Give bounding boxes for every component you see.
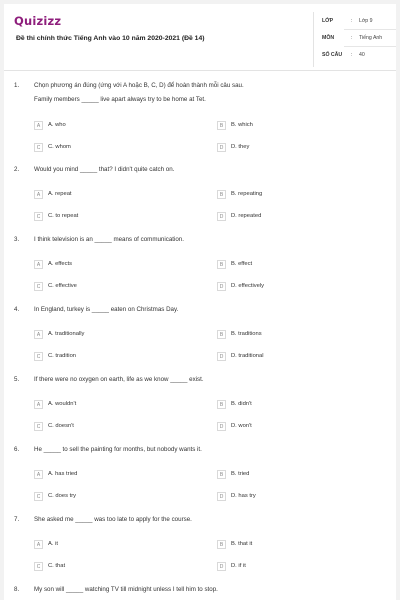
option-text: D. if it	[231, 563, 246, 569]
question-number: 6.	[14, 446, 20, 453]
option-letter: A	[34, 540, 43, 549]
option-letter: B	[217, 400, 226, 409]
option-letter: D	[217, 352, 226, 361]
option-text: D. traditional	[231, 353, 264, 359]
question-number: 5.	[14, 376, 20, 383]
option-text: B. which	[231, 122, 253, 128]
option-letter: C	[34, 212, 43, 221]
question-text: My son will _____ watching TV till midnight unless I tell him to stop.	[34, 586, 218, 593]
option-letter: A	[34, 260, 43, 269]
question-text: She asked me _____ was too late to apply for the course.	[34, 516, 192, 523]
question-text: Would you mind _____ that? I didn't quite catch on.	[34, 166, 175, 173]
option-text: B. traditions	[231, 331, 262, 337]
meta-class-colon: :	[351, 18, 353, 24]
meta-subject-colon: :	[351, 35, 353, 41]
meta-class	[314, 12, 396, 29]
option-text: B. repeating	[231, 191, 263, 197]
option-text: D. has try	[231, 493, 256, 499]
option-letter: D	[217, 422, 226, 431]
option-text: C. doesn't	[48, 423, 74, 429]
question-text: In England, turkey is _____ eaten on Christmas Day.	[34, 306, 179, 313]
option-letter: A	[34, 121, 43, 130]
option-letter: B	[217, 540, 226, 549]
option-text: B. didn't	[231, 401, 252, 407]
option-text: A. traditionally	[48, 331, 85, 337]
option-letter: B	[217, 121, 226, 130]
meta-count-colon: :	[351, 52, 353, 58]
question-text-line2: Family members _____ live apart always try to be home at Tet.	[34, 96, 206, 103]
question-number: 1.	[14, 82, 20, 89]
option-text: C. effective	[48, 283, 77, 289]
meta-question-count	[314, 46, 396, 63]
question-number: 8.	[14, 586, 20, 593]
option-letter: D	[217, 212, 226, 221]
question-text: If there were no oxygen on earth, life as we know _____ exist.	[34, 376, 204, 383]
meta-subject	[314, 29, 396, 46]
option-letter: C	[34, 143, 43, 152]
meta-subject-label: MÔN	[322, 35, 335, 41]
option-text: B. tried	[231, 471, 250, 477]
question-number: 3.	[14, 236, 20, 243]
question-text: He _____ to sell the painting for months, but nobody wants it.	[34, 446, 202, 453]
question-text: I think television is an _____ means of communication.	[34, 236, 184, 243]
option-text: A. it	[48, 541, 58, 547]
option-text: A. who	[48, 122, 66, 128]
option-letter: C	[34, 422, 43, 431]
question-number: 7.	[14, 516, 20, 523]
option-text: D. won't	[231, 423, 252, 429]
option-text: C. does try	[48, 493, 77, 499]
option-text: B. effect	[231, 261, 253, 267]
worksheet-header	[4, 4, 396, 71]
option-text: C. that	[48, 563, 66, 569]
option-letter: D	[217, 562, 226, 571]
option-letter: A	[34, 400, 43, 409]
option-letter: C	[34, 492, 43, 501]
worksheet-title: Đề thi chính thức Tiếng Anh vào 10 năm 2020-2021 (Đề 14)	[16, 35, 205, 42]
option-letter: D	[217, 282, 226, 291]
option-letter: C	[34, 282, 43, 291]
option-text: A. wouldn't	[48, 401, 77, 407]
option-text: D. repeated	[231, 213, 262, 219]
option-letter: A	[34, 330, 43, 339]
option-letter: A	[34, 470, 43, 479]
worksheet-page	[4, 4, 396, 600]
option-letter: B	[217, 190, 226, 199]
option-text: C. whom	[48, 144, 71, 150]
worksheet-meta	[313, 12, 396, 67]
option-letter: B	[217, 330, 226, 339]
option-text: C. tradition	[48, 353, 77, 359]
option-text: D. they	[231, 144, 250, 150]
option-text: A. effects	[48, 261, 73, 267]
option-letter: A	[34, 190, 43, 199]
meta-count-value: 40	[359, 52, 365, 58]
option-letter: C	[34, 352, 43, 361]
meta-class-value: Lớp 9	[359, 18, 373, 24]
meta-subject-value: Tiếng Anh	[359, 35, 383, 41]
option-text: A. repeat	[48, 191, 72, 197]
option-letter: D	[217, 143, 226, 152]
option-text: B. that it	[231, 541, 253, 547]
option-letter: D	[217, 492, 226, 501]
meta-class-label: LỚP	[322, 18, 334, 24]
option-letter: C	[34, 562, 43, 571]
question-number: 2.	[14, 166, 20, 173]
option-text: C. to repeat	[48, 213, 79, 219]
question-text: Chọn phương án đúng (ứng với A hoặc B, C, D) để hoàn thành mỗi câu sau.	[34, 82, 244, 89]
question-number: 4.	[14, 306, 20, 313]
option-text: A. has tried	[48, 471, 78, 477]
option-letter: B	[217, 260, 226, 269]
meta-count-label: SỐ CÂU	[322, 52, 343, 58]
option-letter: B	[217, 470, 226, 479]
option-text: D. effectively	[231, 283, 265, 289]
quizizz-logo: Quizizz	[14, 14, 62, 28]
